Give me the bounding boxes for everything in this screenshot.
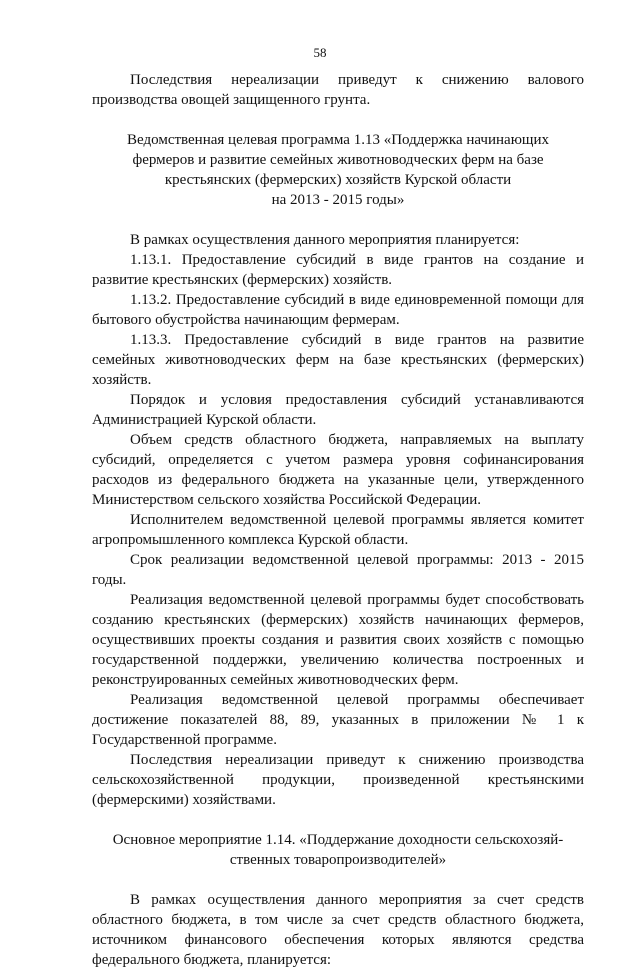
heading-1-13-line-2: фермеров и развитие семейных животноводческих ферм на базе bbox=[132, 152, 544, 168]
heading-1-13-line-4: на 2013 - 2015 годы» bbox=[271, 192, 405, 208]
section-heading-1-13 bbox=[92, 130, 584, 210]
paragraph-1-13-1: 1.13.1. Предоставление субсидий в виде грантов на создание и развитие крестьянских (фермерских) хозяйств. bbox=[92, 252, 584, 288]
paragraph-budget-volume: Объем средств областного бюджета, направляемых на выплату субсидий, определяется с учетом размера уровня софинансирования расходов из федерального бюджета на указанные цели, утвержденного Министерством сельского хозяйства Российской Федерации. bbox=[92, 432, 584, 508]
page-number: 58 bbox=[313, 45, 327, 60]
paragraph-indicators: Реализация ведомственной целевой программы обеспечивает достижение показателей 88, 89, указанных в приложении № 1 к Государственной программе. bbox=[92, 692, 584, 748]
paragraph-implementation: Реализация ведомственной целевой программы будет способствовать созданию крестьянских (фермерских) хозяйств начинающих фермеров, осуществивших проекты создания и развития своих хозяйств с помощью государственной поддержки, увеличению количества построенных и реконструированных семейных животноводческих ферм. bbox=[92, 592, 584, 688]
paragraph-1-13-2: 1.13.2. Предоставление субсидий в виде единовременной помощи для бытового обустройства начинающим фермерам. bbox=[92, 292, 584, 328]
heading-1-14-line-1: Основное мероприятие 1.14. «Поддержание доходности сельскохозяй- bbox=[112, 832, 564, 848]
paragraph-procedure: Порядок и условия предоставления субсидий устанавливаются Администрацией Курской области. bbox=[92, 392, 584, 428]
section-heading-1-14 bbox=[92, 830, 584, 870]
paragraph-consequences-1: Последствия нереализации приведут к снижению валового производства овощей защищенного грунта. bbox=[92, 72, 584, 108]
paragraph-intro: В рамках осуществления данного мероприятия планируется: bbox=[130, 232, 520, 248]
paragraph-executor: Исполнителем ведомственной целевой программы является комитет агропромышленного комплекса Курской области. bbox=[92, 512, 584, 548]
paragraph-1-14-intro: В рамках осуществления данного мероприятия за счет средств областного бюджета, в том числе за счет средств областного бюджета, источником финансового обеспечения которых являются средства федерального бюджета, планируется: bbox=[92, 892, 584, 968]
heading-1-13-line-3: крестьянских (фермерских) хозяйств Курской области bbox=[164, 172, 512, 188]
paragraph-1-13-3: 1.13.3. Предоставление субсидий в виде грантов на развитие семейных животноводческих ферм на базе крестьянских (фермерских) хозяйств. bbox=[92, 332, 584, 388]
paragraph-consequences-2: Последствия нереализации приведут к снижению производства сельскохозяйственной продукции, произведенной крестьянскими (фермерскими) хозяйствами. bbox=[92, 752, 584, 808]
paragraph-term: Срок реализации ведомственной целевой программы: 2013 - 2015 годы. bbox=[92, 552, 584, 588]
page-body bbox=[92, 70, 584, 970]
heading-1-13-line-1: Ведомственная целевая программа 1.13 «Поддержка начинающих bbox=[127, 132, 549, 148]
heading-1-14-line-2: ственных товаропроизводителей» bbox=[229, 852, 447, 868]
